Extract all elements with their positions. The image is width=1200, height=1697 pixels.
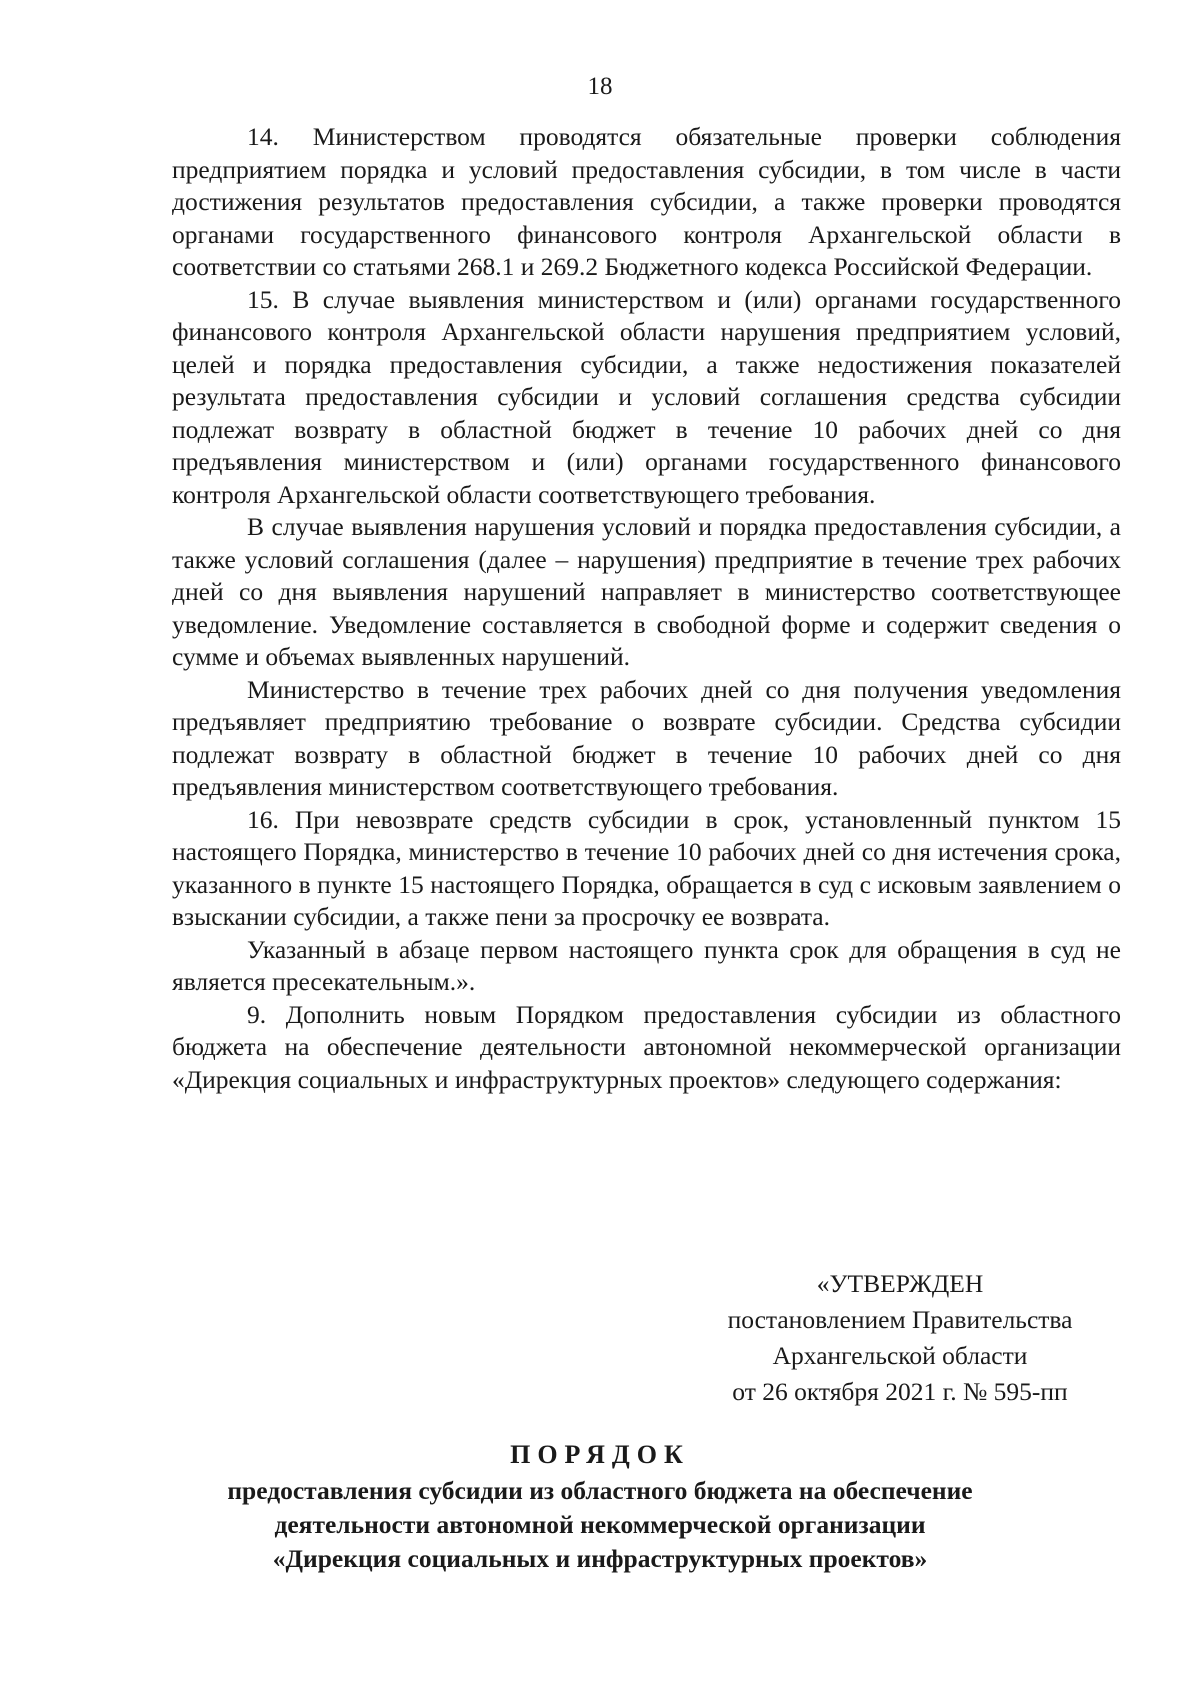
subtitle-line-2: деятельности автономной некоммерческой организации bbox=[274, 1510, 926, 1539]
paragraph-15-violations: В случае выявления нарушения условий и порядка предоставления субсидии, а также условий соглашения (далее – нарушения) предприятие в течение трех рабочих дней со дня выявления нарушений направляет в министерство соответствующее уведомление. Уведомление составляется в свободной форме и содержит сведения о сумме и объемах выявленных нарушений. bbox=[172, 512, 1121, 671]
document-title: ПОРЯДОК bbox=[510, 1440, 690, 1469]
approval-line-region: Архангельской области bbox=[772, 1341, 1028, 1370]
subtitle-line-1: предоставления субсидии из областного бюджета на обеспечение bbox=[227, 1476, 973, 1505]
paragraph-16: 16. При невозврате средств субсидии в срок, установленный пунктом 15 настоящего Порядка, министерство в течение 10 рабочих дней со дня истечения срока, указанного в пункте 15 настоящего Порядка, обращается в суд с исковым заявлением о взыскании субсидии, а также пени за просрочку ее возврата. bbox=[172, 804, 1121, 931]
paragraph-15: 15. В случае выявления министерством и (или) органами государственного финансового контроля Архангельской области нарушения предприятием условий, целей и порядка предоставления субсидии, а также недостижения показателей результата предоставления субсидии и условий соглашения средства субсидии подлежат возврату в областной бюджет в течение 10 рабочих дней со дня предъявления министерством и (или) органами государственного финансового контроля Архангельской области соответствующего требования. bbox=[172, 284, 1121, 509]
paragraph-15-ministry: Министерство в течение трех рабочих дней со дня получения уведомления предъявляет предприятию требование о возврате субсидии. Средства субсидии подлежат возврату в областной бюджет в течение 10 рабочих дней со дня предъявления министерством соответствующего требования. bbox=[172, 674, 1121, 801]
approval-line-resolution: постановлением Правительства bbox=[727, 1305, 1073, 1334]
paragraph-9: 9. Дополнить новым Порядком предоставления субсидии из областного бюджета на обеспечение деятельности автономной некоммерческой организации «Дирекция социальных и инфраструктурных проектов» следующего содержания: bbox=[172, 999, 1121, 1094]
page-number: 18 bbox=[587, 73, 613, 100]
paragraph-14: 14. Министерством проводятся обязательные проверки соблюдения предприятием порядка и условий предоставления субсидии, в том числе в части достижения результатов предоставления субсидии, а также проверки проводятся органами государственного финансового контроля Архангельской области в соответствии со статьями 268.1 и 269.2 Бюджетного кодекса Российской Федерации. bbox=[172, 122, 1121, 281]
subtitle-line-3: «Дирекция социальных и инфраструктурных проектов» bbox=[272, 1544, 928, 1573]
body-text bbox=[172, 121, 1121, 1096]
paragraph-16-term: Указанный в абзаце первом настоящего пункта срок для обращения в суд не является пресекательным.». bbox=[172, 934, 1121, 996]
approval-line-date: от 26 октября 2021 г. № 595-пп bbox=[732, 1377, 1068, 1406]
document-subtitle bbox=[160, 1474, 1040, 1576]
approval-line-approved: «УТВЕРЖДЕН bbox=[816, 1269, 984, 1298]
approval-stamp bbox=[690, 1266, 1110, 1410]
